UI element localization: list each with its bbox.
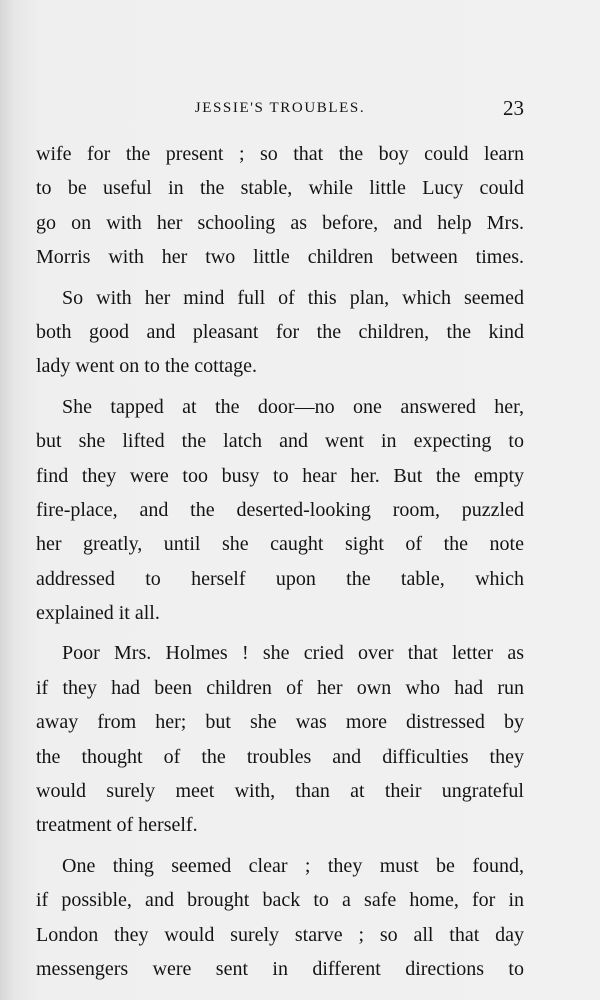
page-number: 23 [503, 96, 524, 120]
text-line: Morris with her two little children between times. [36, 246, 524, 269]
text-line: but she lifted the latch and went in expecting to [36, 430, 524, 453]
text-line: One thing seemed clear ; they must be found, [62, 854, 524, 877]
text-line: explained it all. [36, 602, 160, 625]
page-header [36, 96, 524, 126]
text-line: if they had been children of her own who had run [36, 676, 524, 699]
text-line: the thought of the troubles and difficulties they [36, 745, 524, 768]
text-line: to be useful in the stable, while little Lucy could [36, 177, 524, 200]
text-line: She tapped at the door—no one answered her, [62, 395, 524, 418]
text-line: her greatly, until she caught sight of the note [36, 533, 524, 556]
text-line: find they were too busy to hear her. But the empty [36, 464, 524, 487]
text-line: messengers were sent in different directions to [36, 957, 524, 980]
text-line: treatment of herself. [36, 814, 198, 837]
text-line: if possible, and brought back to a safe home, for in [36, 889, 524, 912]
text-line: addressed to herself upon the table, which [36, 567, 524, 590]
text-line: would surely meet with, than at their ungrateful [36, 780, 524, 803]
text-line: wife for the present ; so that the boy could learn [36, 143, 524, 165]
text-line: both good and pleasant for the children, the kind [36, 320, 524, 343]
text-line: So with her mind full of this plan, which seemed [62, 286, 524, 309]
body-text [36, 137, 524, 986]
text-line: away from her; but she was more distressed by [36, 711, 524, 734]
text-line: go on with her schooling as before, and help Mrs. [36, 211, 524, 234]
text-line: London they would surely starve ; so all that day [36, 923, 524, 946]
running-title: JESSIE'S TROUBLES. [194, 100, 366, 116]
text-line: Poor Mrs. Holmes ! she cried over that letter as [62, 642, 524, 665]
text-line: fire-place, and the deserted-looking room, puzzled [36, 498, 524, 521]
text-line: lady went on to the cottage. [36, 355, 258, 378]
